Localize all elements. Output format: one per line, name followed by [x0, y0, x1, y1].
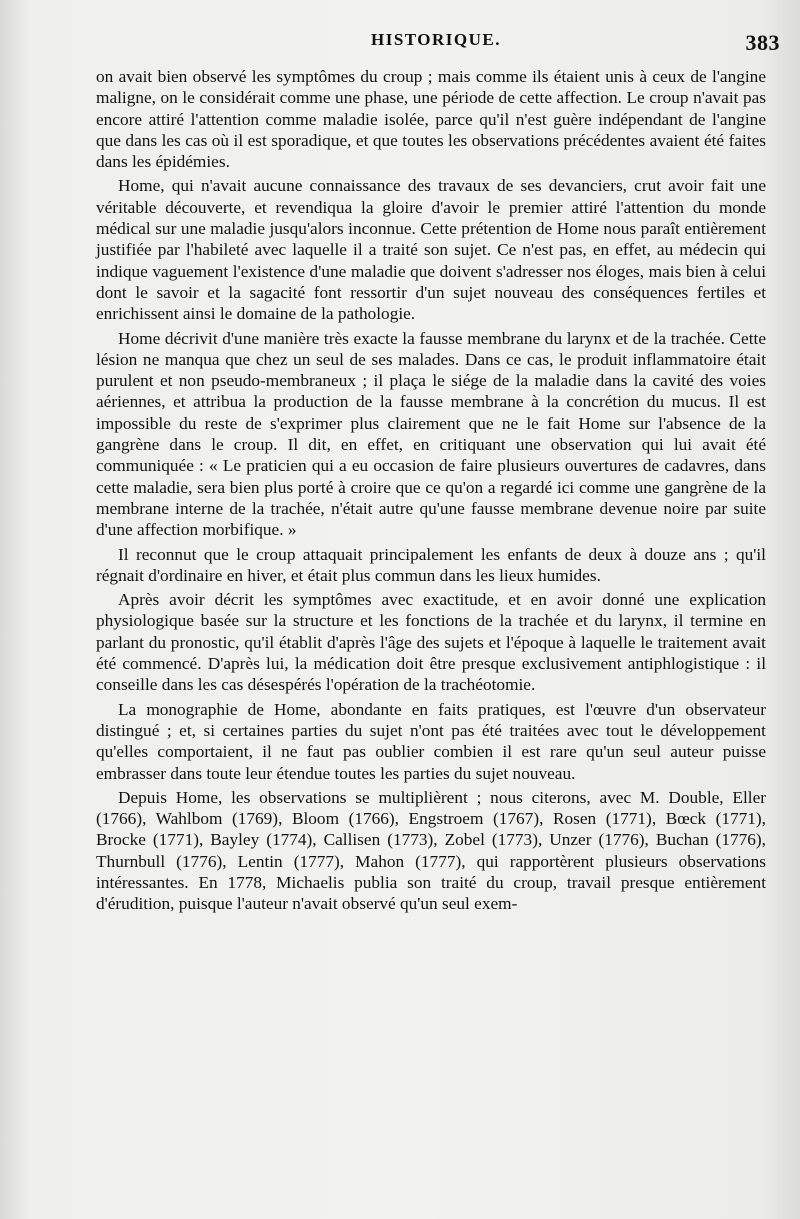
paragraph: La monographie de Home, abondante en faits pratiques, est l'œuvre d'un observateur distingué ; et, si certaines parties du sujet n'ont pas été traitées avec tout le développement qu'elles comportaient, il ne faut pas oublier combien il est rare qu'un seul auteur puisse embrasser dans toute leur étendue toutes les parties du sujet nouveau. [96, 699, 766, 783]
running-head [92, 30, 780, 58]
paragraph-continued: on avait bien observé les symptômes du croup ; mais comme ils étaient unis à ceux de l'angine maligne, on le considérait comme une phase, une période de cette affection. Le croup n'avait pas encore attiré l'attention comme maladie isolée, parce qu'il n'est guère indépendant de l'angine que dans les cas où il est sporadique, et que toutes les observations précédentes avaient été faites dans les épidémies. [96, 67, 766, 172]
paragraph: Depuis Home, les observations se multiplièrent ; nous citerons, avec M. Double, Eller (1766), Wahlbom (1769), Bloom (1766), Engstroem (1767), Rosen (1771), Bœck (1771), Brocke (1771), Bayley (1774), Callisen (1773), Zobel (1773), Unzer (1776), Buchan (1776), Thurnbull (1776), Lentin (1777), Mahon (1777), qui rapportèrent plusieurs observations intéressantes. En 1778, Michaelis publia son traité du croup, travail presque entièrement d'érudition, puisque l'auteur n'avait observé qu'un seul exem- [96, 787, 766, 914]
paragraph: Après avoir décrit les symptômes avec exactitude, et en avoir donné une explication physiologique basée sur la structure et les fonctions de la trachée et du larynx, il termine en parlant du pronostic, qu'il établit d'après l'âge des sujets et l'époque à laquelle le traitement avait été commencé. D'après lui, la médication doit être presque exclusivement antiphlogistique : il conseille dans les cas désespérés l'opération de la trachéotomie. [96, 590, 766, 695]
running-title: HISTORIQUE. [370, 30, 502, 49]
paragraph: Home, qui n'avait aucune connaissance des travaux de ses devanciers, crut avoir fait une véritable découverte, et revendiqua la gloire d'avoir le premier attiré l'attention du monde médical sur une maladie jusqu'alors inconnue. Cette prétention de Home nous paraît entièrement justifiée par l'habileté avec laquelle il a traité son sujet. Ce n'est pas, en effet, au médecin qui indique vaguement l'existence d'une maladie que doivent s'adresser nos éloges, mais bien à celui dont le savoir et la sagacité font ressortir d'un sujet nouveau des conséquences fertiles et enrichissent ainsi le domaine de la pathologie. [96, 176, 766, 324]
page-number: 383 [745, 30, 780, 55]
paragraph: Home décrivit d'une manière très exacte la fausse membrane du larynx et de la trachée. Cette lésion ne manqua que chez un seul de ses malades. Dans ce cas, le produit inflammatoire était purulent et non pseudo-membraneux ; il plaça le siége de la maladie dans la cavité des voies aériennes, et attribua la production de la fausse membrane à la concrétion du mucus. Il est impossible du reste de s'exprimer plus clairement que ne le fait Home sur l'absence de la gangrène dans le croup. Il dit, en effet, en critiquant une observation qui lui avait été communiquée : « Le praticien qui a eu occasion de faire plusieurs ouvertures de cadavres, dans cette maladie, sera bien plus porté à croire que ce qu'on a regardé ici comme une gangrène de la membrane interne de la trachée, n'était autre qu'une fausse membrane devenue noire par suite d'une affection morbifique. » [96, 328, 766, 540]
paragraph: Il reconnut que le croup attaquait principalement les enfants de deux à douze ans ; qu'il régnait d'ordinaire en hiver, et était plus commun dans les lieux humides. [96, 544, 766, 585]
body-text [96, 66, 766, 915]
